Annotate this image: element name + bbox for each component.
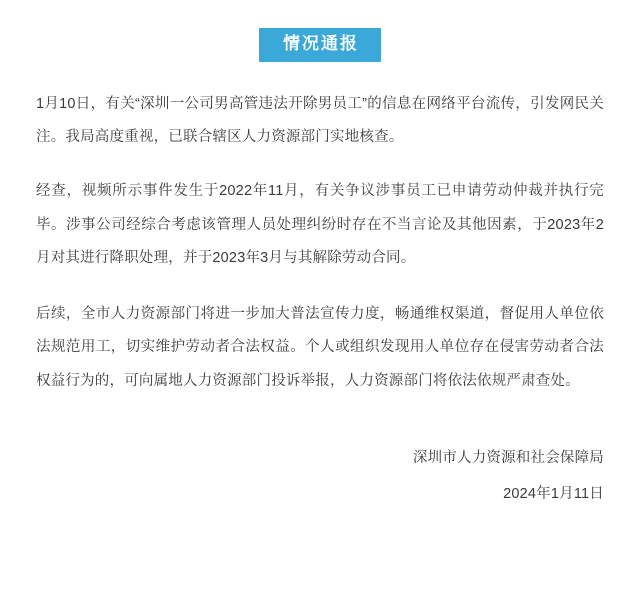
signature-organization: 深圳市人力资源和社会保障局: [412, 449, 604, 466]
title-banner: [36, 0, 604, 88]
signature-block: [36, 443, 604, 510]
paragraph-2: 经查，视频所示事件发生于2022年11月，有关争议涉事员工已申请劳动仲裁并执行完毕。涉事公司经综合考虑该管理人员处理纠纷时存在不当言论及其他因素，于2023年2月对其进行降职处理，并于2023年3月与其解除劳动合同。: [36, 182, 604, 267]
document-title: 情况通报: [259, 28, 381, 62]
paragraph-1: 1月10日，有关“深圳一公司男高管违法开除男员工”的信息在网络平台流传，引发网民关注。我局高度重视，已联合辖区人力资源部门实地核查。: [36, 95, 604, 146]
signature-date: 2024年1月11日: [503, 486, 604, 503]
paragraph-3: 后续，全市人力资源部门将进一步加大普法宣传力度，畅通维权渠道，督促用人单位依法规范用工，切实维护劳动者合法权益。个人或组织发现用人单位存在侵害劳动者合法权益行为的，可向属地人力资源部门投诉举报，人力资源部门将依法依规严肃查处。: [36, 305, 604, 390]
